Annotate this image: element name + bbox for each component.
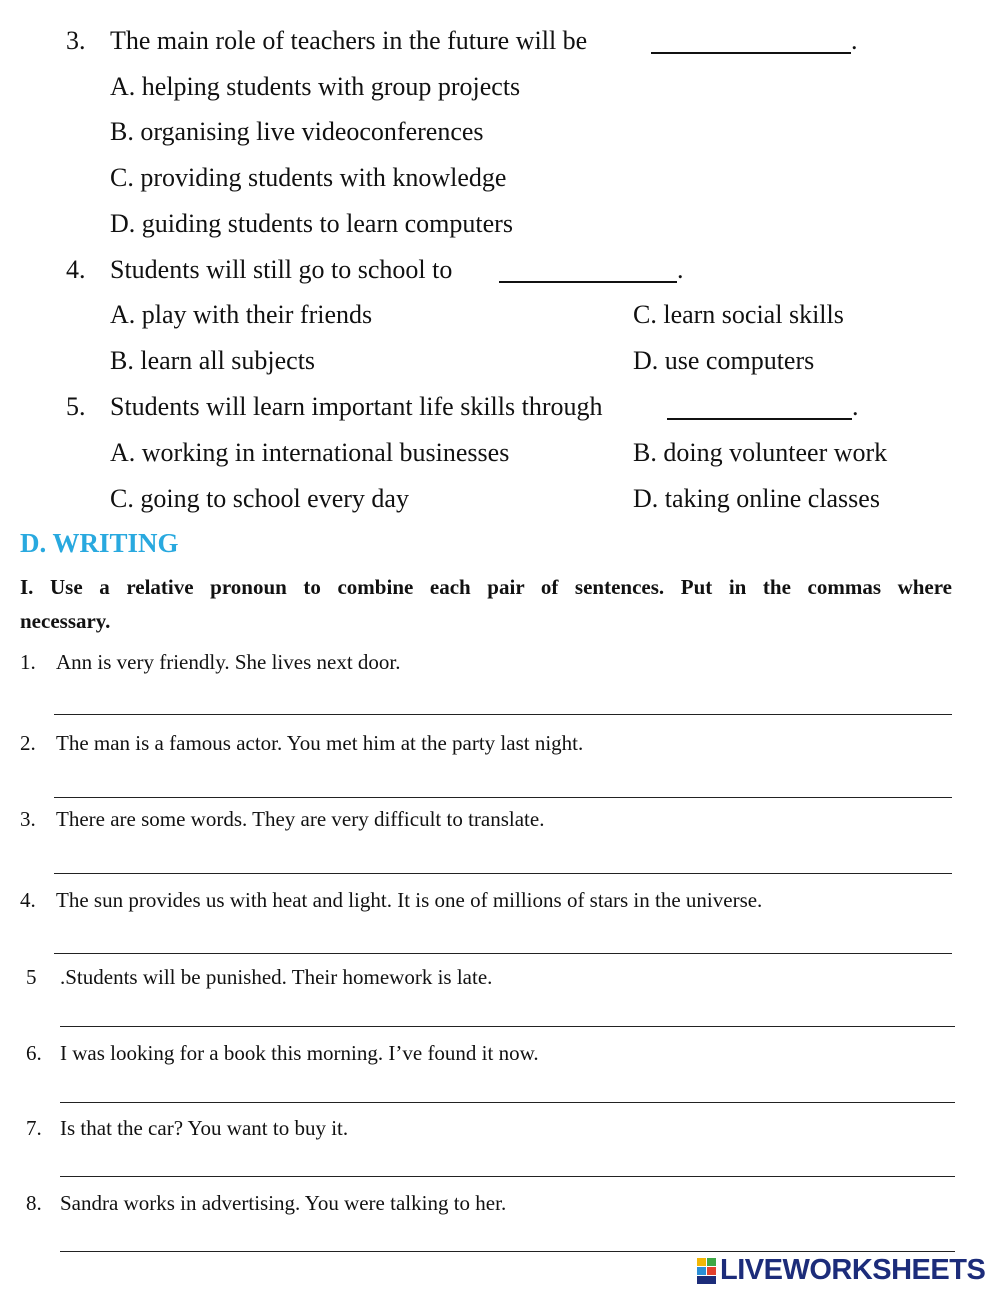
option-c[interactable]: C. going to school every day [110,484,409,513]
question-end: . [852,392,859,421]
answer-blank[interactable] [651,30,851,54]
item-text: Sandra works in advertising. You were talking to her. [60,1191,507,1215]
item-text: The sun provides us with heat and light. It is one of millions of stars in the universe. [56,888,763,912]
answer-line[interactable] [54,797,952,798]
option-b[interactable]: B. doing volunteer work [633,438,888,467]
item-text: Ann is very friendly. She lives next door. [56,650,401,674]
question-number: 4. [66,255,86,284]
option-c[interactable]: C. learn social skills [633,300,844,329]
item-number: 7. [26,1116,42,1140]
option-d[interactable]: D. use computers [633,346,815,375]
item-number: 4. [20,888,36,912]
section-heading: D. WRITING [20,528,179,558]
option-b[interactable]: B. organising live videoconferences [110,117,484,146]
item-number: 3. [20,807,36,831]
question-stem: Students will learn important life skills through [110,392,603,421]
answer-line[interactable] [54,714,952,715]
answer-line[interactable] [60,1251,955,1252]
option-d[interactable]: D. guiding students to learn computers [110,209,513,238]
item-text: I was looking for a book this morning. I’ve found it now. [60,1041,539,1065]
option-b[interactable]: B. learn all subjects [110,346,316,375]
option-c[interactable]: C. providing students with knowledge [110,163,507,192]
liveworksheets-logo [697,1253,993,1287]
option-d[interactable]: D. taking online classes [633,484,880,513]
instruction-line-1: I. Use a relative pronoun to combine each pair of sentences. Put in the commas where [20,575,952,599]
answer-line[interactable] [60,1102,955,1103]
option-a[interactable]: A. helping students with group projects [110,72,521,101]
item-text: Is that the car? You want to buy it. [60,1116,349,1140]
answer-line[interactable] [54,953,952,954]
item-text: The man is a famous actor. You met him at the party last night. [56,731,584,755]
item-text: There are some words. They are very difficult to translate. [56,807,545,831]
lws-badge-icon [697,1258,717,1284]
question-end: . [851,26,858,55]
instruction-line-2: necessary. [20,609,111,633]
item-number: 1. [20,650,36,674]
answer-blank[interactable] [499,259,677,283]
option-a[interactable]: A. working in international businesses [110,438,510,467]
question-end: . [677,255,684,284]
option-a[interactable]: A. play with their friends [110,300,373,329]
question-number: 3. [66,26,86,55]
item-text: .Students will be punished. Their homework is late. [60,965,493,989]
answer-blank[interactable] [667,396,852,420]
question-stem: The main role of teachers in the future will be [110,26,588,55]
answer-line[interactable] [54,873,952,874]
item-number: 8. [26,1191,42,1215]
answer-line[interactable] [60,1026,955,1027]
item-number: 2. [20,731,36,755]
item-number: 5 [26,965,37,989]
answer-line[interactable] [60,1176,955,1177]
item-number: 6. [26,1041,42,1065]
question-number: 5. [66,392,86,421]
question-stem: Students will still go to school to [110,255,453,284]
logo-text: LIVEWORKSHEETS [720,1254,986,1286]
